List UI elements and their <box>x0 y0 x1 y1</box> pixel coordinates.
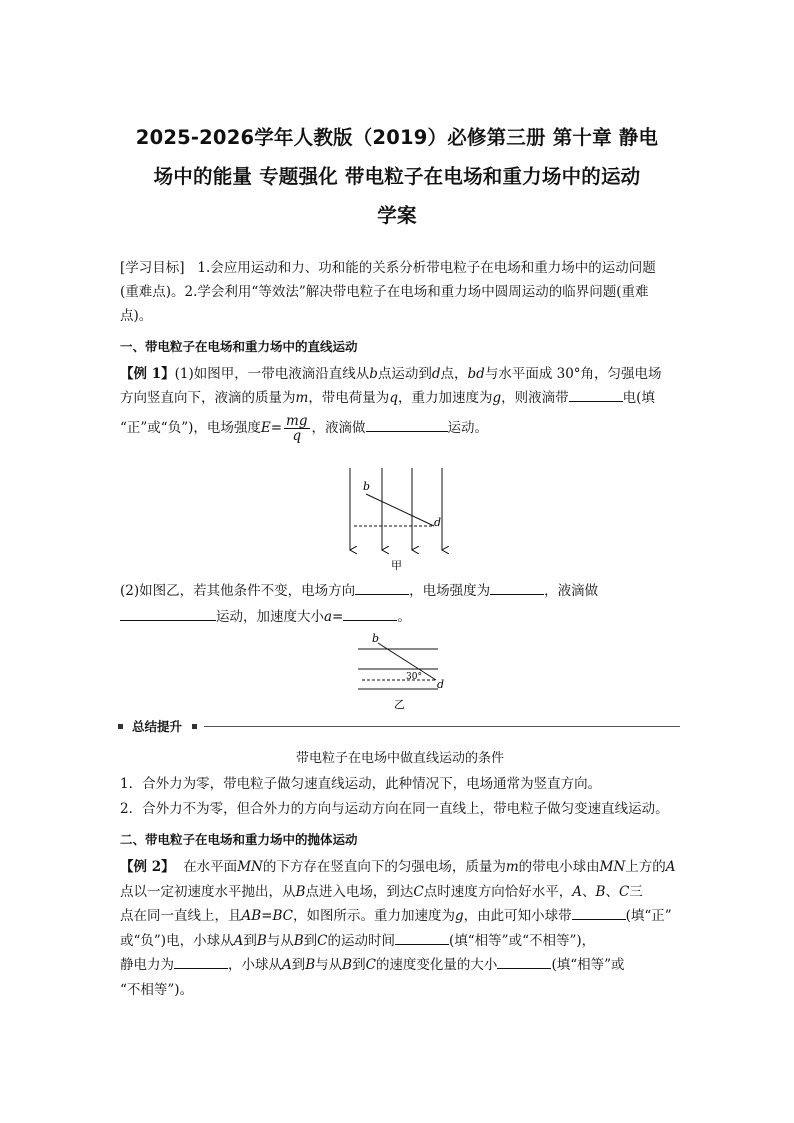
fraction-mg-over-q: $\frac{mg}{q}$ <box>286 413 308 444</box>
section-heading-1: 一、带电粒子在电场和重力场中的直线运动 <box>120 339 358 354</box>
divider <box>204 726 680 727</box>
figure-jia <box>330 462 470 576</box>
learning-objectives <box>120 256 680 328</box>
point-b-label: b <box>372 632 380 645</box>
objective-text: 1.会应用运动和力、功和能的关系分析带电粒子在电场和重力场中的运动问题 <box>197 260 656 276</box>
example-1-part-2: (2)如图乙，若其他条件不变，电场方向 ，电场强度为 ，液滴做 运动，加速度大小a= 。 <box>120 578 680 630</box>
answer-blank[interactable] <box>343 606 397 621</box>
summary-bar <box>118 717 680 737</box>
answer-blank[interactable] <box>174 954 228 969</box>
answer-blank[interactable] <box>120 606 216 621</box>
answer-blank[interactable] <box>569 387 623 402</box>
page-title <box>100 118 694 235</box>
summary-item: 2．合外力不为零，但合外力的方向与运动方向在同一直线上，带电粒子做匀变速直线运动。 <box>120 801 669 817</box>
example-2: 【例 2】 在水平面MN的下方存在竖直向下的匀强电场，质量为m的带电小球由MN上方的A 点以一定初速度水平抛出，从B点进入电场，到达C点时速度方向恰好水平，A、B、C三 点在同一直线上，且AB=BC，如图所示。重力加速度为g，由此可知小球带 (填“正” 或“负”)电，小球从A到B与从B到C的运动时间 (填“相等”或“不相等”)， 静电力为 ，小球从A到B与从B到C的速度变化量的大小 (填“相等”或 “不相等”)。 <box>120 859 676 998</box>
summary-item: 1．合外力为零，带电粒子做匀速直线运动，此种情况下，电场通常为竖直方向。 <box>120 776 602 792</box>
title-line-1: 2025-2026学年人教版（2019）必修第三册 第十章 静电 <box>135 126 659 149</box>
square-bullet-icon <box>118 724 123 729</box>
figure-yi <box>348 630 458 714</box>
answer-blank[interactable] <box>355 580 409 595</box>
answer-blank[interactable] <box>490 580 544 595</box>
point-d-label: d <box>437 678 445 691</box>
objective-text: (重难点)。2.学会利用“等效法”解决带电粒子在电场和重力场中圆周运动的临界问题(重难 <box>120 284 649 300</box>
objectives-label: [学习目标] <box>120 260 185 276</box>
objective-text: 点)。 <box>120 308 153 324</box>
point-d-label: d <box>434 516 442 529</box>
figure-label-jia: 甲 <box>391 559 402 572</box>
example-1-part-1: 【例 1】(1)如图甲，一带电液滴沿直线从b点运动到d点，bd与水平面成 30°角，匀强电场 方向竖直向下，液滴的质量为m，带电荷量为q，重力加速度为g，则液滴带 电(填 “正”或“负”)，电场强度E= $\frac{mg}{q}$ ，液滴做 运动。 <box>120 366 662 444</box>
angle-label: 30° <box>406 672 422 682</box>
answer-blank[interactable] <box>366 417 448 432</box>
summary-subtitle: 带电粒子在电场中做直线运动的条件 <box>295 751 504 766</box>
example-label: 【例 1】 <box>120 366 175 382</box>
path-bd <box>366 494 434 526</box>
summary-items <box>120 772 680 822</box>
example-label: 【例 2】 <box>120 859 175 875</box>
title-line-2: 场中的能量 专题强化 带电粒子在电场和重力场中的运动 <box>153 165 641 188</box>
square-bullet-icon <box>192 724 197 729</box>
point-b-label: b <box>363 480 371 493</box>
answer-blank[interactable] <box>395 930 449 945</box>
title-line-3: 学案 <box>377 204 417 227</box>
figure-label-yi: 乙 <box>394 698 405 711</box>
summary-label: 总结提升 <box>132 719 183 734</box>
section-heading-2: 二、带电粒子在电场和重力场中的抛体运动 <box>120 832 358 847</box>
answer-blank[interactable] <box>572 905 626 920</box>
answer-blank[interactable] <box>497 954 551 969</box>
